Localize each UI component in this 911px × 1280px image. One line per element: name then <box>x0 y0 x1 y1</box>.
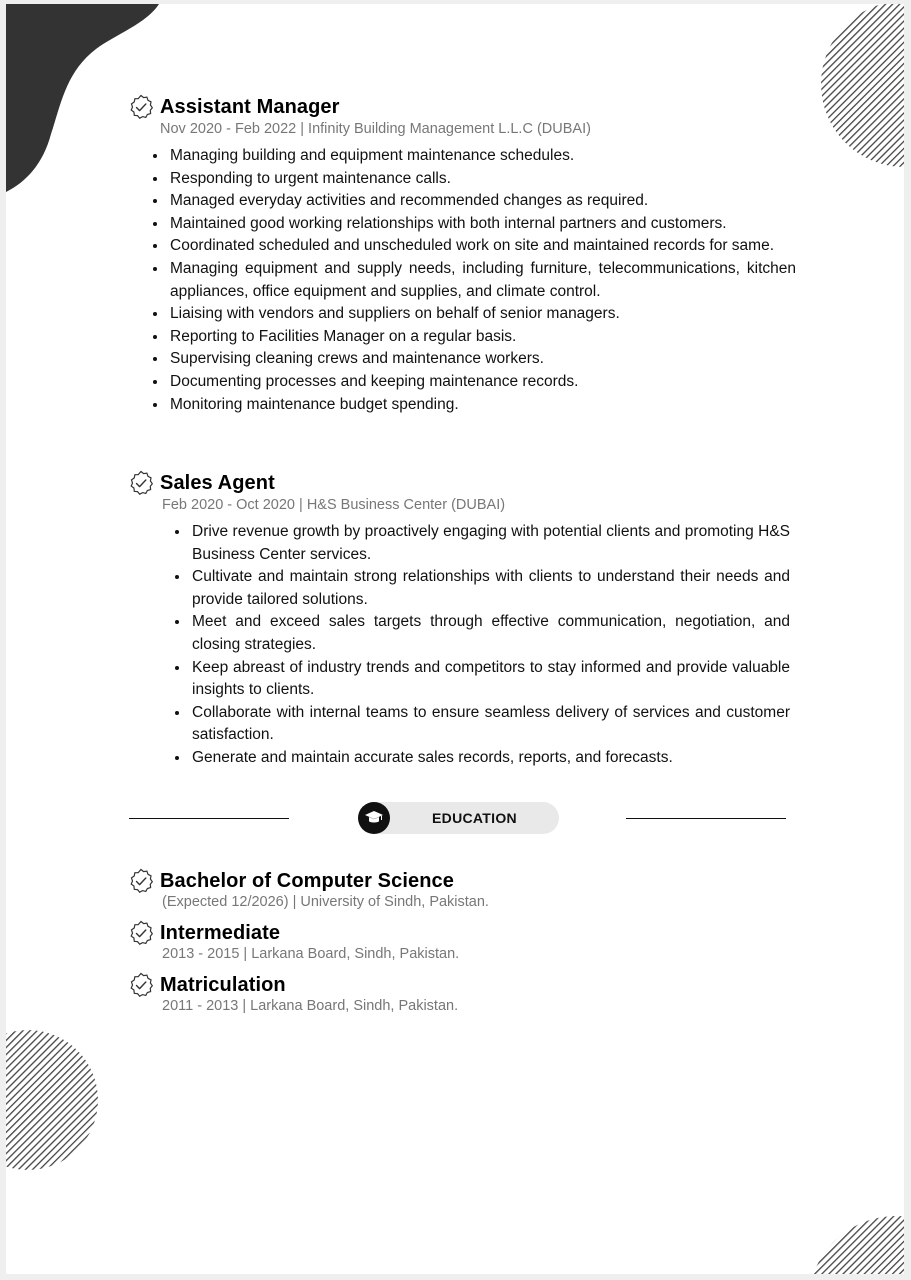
check-badge-icon <box>128 972 154 998</box>
striped-circle-decoration-top-right <box>814 4 904 174</box>
degree-meta: 2011 - 2013 | Larkana Board, Sindh, Pakistan. <box>162 998 459 1014</box>
experience-heading <box>128 94 796 120</box>
list-item: • Cultivate and maintain strong relationships with clients to understand their needs and provide tailored solutions. <box>190 566 790 611</box>
list-item: • Managed everyday activities and recommended changes as required. <box>168 190 796 213</box>
degree-title: Bachelor of Computer Science <box>160 869 454 892</box>
degree-title: Intermediate <box>160 921 281 944</box>
list-item: • Reporting to Facilities Manager on a regular basis. <box>168 326 796 349</box>
job-meta: Feb 2020 - Oct 2020 | H&S Business Center (DUBAI) <box>162 497 506 513</box>
responsibility-list <box>128 521 790 770</box>
list-item: • Keep abreast of industry trends and competitors to stay informed and provide valuable insights to clients. <box>190 657 790 702</box>
job-title: Sales Agent <box>160 471 275 494</box>
list-item: • Meet and exceed sales targets through effective communication, negotiation, and closing strategies. <box>190 611 790 656</box>
check-badge-icon <box>128 470 154 496</box>
list-item: • Responding to urgent maintenance calls. <box>168 168 796 191</box>
education-entry <box>128 972 796 1014</box>
education-heading <box>128 972 796 998</box>
responsibility-list <box>128 145 796 416</box>
experience-entry <box>128 470 796 770</box>
section-title: EDUCATION <box>432 810 517 826</box>
experience-heading <box>128 470 796 496</box>
list-item: • Coordinated scheduled and unscheduled work on site and maintained records for same. <box>168 235 796 258</box>
education-entry <box>128 920 796 962</box>
degree-meta: (Expected 12/2026) | University of Sindh, Pakistan. <box>162 894 489 910</box>
job-title: Assistant Manager <box>160 95 340 118</box>
divider <box>129 818 289 819</box>
resume-page <box>6 4 904 1274</box>
list-item: • Liaising with vendors and suppliers on behalf of senior managers. <box>168 303 796 326</box>
experience-entry <box>128 94 796 416</box>
graduation-cap-icon <box>358 802 390 834</box>
list-item: • Generate and maintain accurate sales records, reports, and forecasts. <box>190 747 790 770</box>
list-item: • Monitoring maintenance budget spending. <box>168 394 796 417</box>
education-heading <box>128 868 796 894</box>
section-pill <box>358 802 559 834</box>
divider <box>626 818 786 819</box>
degree-title: Matriculation <box>160 973 286 996</box>
job-meta: Nov 2020 - Feb 2022 | Infinity Building Management L.L.C (DUBAI) <box>160 121 591 137</box>
striped-circle-decoration-bottom-left <box>6 1026 101 1176</box>
striped-circle-decoration-bottom-right <box>796 1214 904 1274</box>
list-item: • Managing building and equipment maintenance schedules. <box>168 145 796 168</box>
list-item: • Maintained good working relationships with both internal partners and customers. <box>168 213 796 236</box>
check-badge-icon <box>128 920 154 946</box>
list-item: • Collaborate with internal teams to ensure seamless delivery of services and customer satisfaction. <box>190 702 790 747</box>
education-section-header <box>129 800 786 836</box>
degree-meta: 2013 - 2015 | Larkana Board, Sindh, Pakistan. <box>162 946 460 962</box>
list-item: • Drive revenue growth by proactively engaging with potential clients and promoting H&S Business Center services. <box>190 521 790 566</box>
list-item: • Supervising cleaning crews and maintenance workers. <box>168 348 796 371</box>
check-badge-icon <box>128 868 154 894</box>
list-item: • Documenting processes and keeping maintenance records. <box>168 371 796 394</box>
education-heading <box>128 920 796 946</box>
education-entry <box>128 868 796 910</box>
list-item: • Managing equipment and supply needs, including furniture, telecommunications, kitchen appliances, office equipment and supplies, and climate control. <box>168 258 796 303</box>
check-badge-icon <box>128 94 154 120</box>
